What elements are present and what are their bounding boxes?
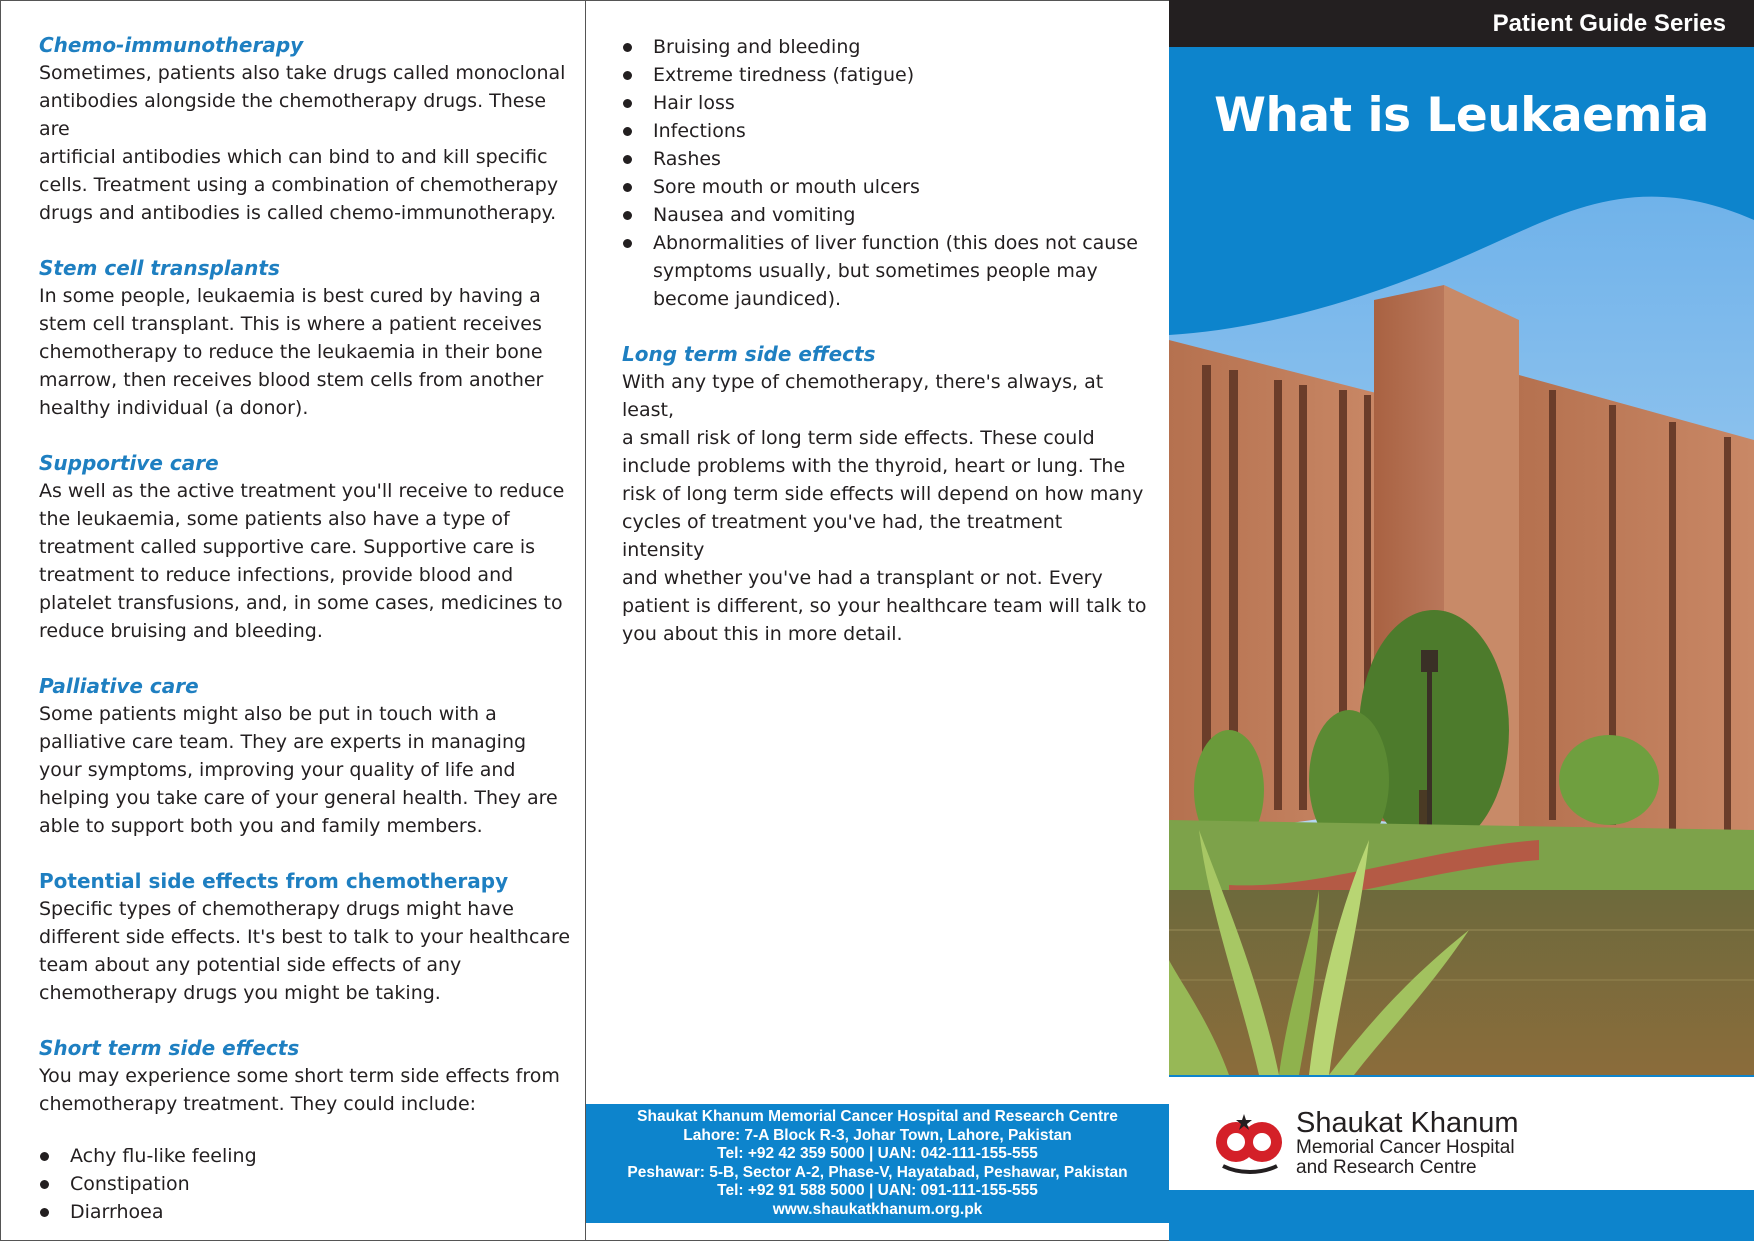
text-line: different side effects. It's best to talk to your healthcare bbox=[39, 926, 571, 948]
section-heading: Palliative care bbox=[39, 674, 199, 698]
series-bar bbox=[1169, 0, 1754, 47]
section-heading: Long term side effects bbox=[622, 342, 876, 366]
section-body bbox=[39, 895, 571, 1007]
section-supportive-care bbox=[39, 449, 571, 645]
section-heading: Supportive care bbox=[39, 451, 219, 475]
hospital-building-photo bbox=[1169, 190, 1754, 1075]
text-line: platelet transfusions, and, in some cases, medicines to bbox=[39, 592, 563, 614]
logo-text bbox=[1296, 1108, 1518, 1178]
section-body bbox=[39, 59, 571, 227]
text-line: treatment called supportive care. Supportive care is bbox=[39, 536, 535, 558]
list-item bbox=[622, 61, 1149, 89]
text-line: you about this in more detail. bbox=[622, 623, 903, 645]
list-item bbox=[622, 117, 1149, 145]
list-item bbox=[622, 145, 1149, 173]
section-body bbox=[622, 368, 1149, 648]
text-line: risk of long term side effects will depend on how many bbox=[622, 483, 1144, 505]
text-line: chemotherapy to reduce the leukaemia in their bone bbox=[39, 341, 543, 363]
text-line: artificial antibodies which can bind to and kill specific bbox=[39, 146, 548, 168]
text-line: In some people, leukaemia is best cured by having a bbox=[39, 285, 541, 307]
section-stem-cell-transplants bbox=[39, 254, 571, 422]
list-item bbox=[622, 89, 1149, 117]
logo-line-2: Memorial Cancer Hospital bbox=[1296, 1137, 1515, 1158]
section-heading: Chemo-immunotherapy bbox=[39, 33, 304, 57]
section-long-term-side-effects bbox=[622, 340, 1149, 648]
section-chemo-immunotherapy bbox=[39, 31, 571, 227]
text-line: Sore mouth or mouth ulcers bbox=[653, 176, 920, 198]
text-line: Infections bbox=[653, 120, 746, 142]
section-potential-side-effects bbox=[39, 867, 571, 1007]
logo-strip bbox=[1169, 1098, 1754, 1190]
middle-content bbox=[622, 33, 1149, 675]
text-line: patient is different, so your healthcare team will talk to bbox=[622, 595, 1147, 617]
text-line: Some patients might also be put in touch with a bbox=[39, 703, 497, 725]
cover-panel bbox=[1169, 0, 1754, 1241]
list-item: Constipation bbox=[39, 1170, 571, 1198]
peshawar-address: Peshawar: 5-B, Sector A-2, Phase-V, Hayatabad, Peshawar, Pakistan bbox=[627, 1163, 1128, 1181]
section-body bbox=[39, 282, 571, 422]
text-line: palliative care team. They are experts in managing bbox=[39, 731, 527, 753]
lahore-phone: Tel: +92 42 359 5000 | UAN: 042-111-155-555 bbox=[717, 1145, 1038, 1163]
text-line: You may experience some short term side effects from bbox=[39, 1065, 560, 1087]
text-line: chemotherapy treatment. They could include: bbox=[39, 1093, 477, 1115]
left-panel bbox=[0, 0, 585, 1241]
text-line: Abnormalities of liver function (this does not cause bbox=[653, 232, 1138, 254]
text-line: Specific types of chemotherapy drugs might have bbox=[39, 898, 514, 920]
list-item: Achy flu-like feeling bbox=[39, 1142, 571, 1170]
bottom-band bbox=[1169, 1190, 1754, 1241]
text-line: Rashes bbox=[653, 148, 721, 170]
list-item: Diarrhoea bbox=[39, 1198, 571, 1226]
section-heading: Short term side effects bbox=[39, 1036, 300, 1060]
short-term-effects-list-continued bbox=[622, 33, 1149, 313]
text-line: symptoms usually, but sometimes people may bbox=[653, 260, 1098, 282]
text-line: a small risk of long term side effects. These could bbox=[622, 427, 1095, 449]
text-line: cycles of treatment you've had, the treatment intensity bbox=[622, 511, 1063, 561]
section-heading: Stem cell transplants bbox=[39, 256, 280, 280]
text-line: Sometimes, patients also take drugs called monoclonal bbox=[39, 62, 566, 84]
text-line: Extreme tiredness (fatigue) bbox=[653, 64, 915, 86]
logo-line-1: Shaukat Khanum bbox=[1296, 1107, 1519, 1139]
section-palliative-care bbox=[39, 672, 571, 840]
left-content bbox=[39, 31, 571, 1226]
series-title: Patient Guide Series bbox=[1492, 10, 1726, 37]
text-line: team about any potential side effects of any bbox=[39, 954, 462, 976]
cover-title: What is Leukaemia bbox=[1214, 88, 1709, 143]
middle-panel bbox=[585, 0, 1169, 1241]
hospital-name: Shaukat Khanum Memorial Cancer Hospital and Research Centre bbox=[637, 1108, 1118, 1125]
peshawar-phone: Tel: +92 91 588 5000 | UAN: 091-111-155-555 bbox=[717, 1182, 1038, 1200]
text-line: marrow, then receives blood stem cells from another bbox=[39, 369, 544, 391]
section-body bbox=[39, 700, 571, 840]
text-line: stem cell transplant. This is where a patient receives bbox=[39, 313, 542, 335]
text-line: helping you take care of your general health. They are bbox=[39, 787, 558, 809]
section-heading: Potential side effects from chemotherapy bbox=[39, 869, 509, 893]
hospital-logo-icon bbox=[1211, 1110, 1289, 1178]
text-line: Hair loss bbox=[653, 92, 735, 114]
text-line: chemotherapy drugs you might be taking. bbox=[39, 982, 441, 1004]
section-body bbox=[39, 1062, 571, 1118]
lahore-address: Lahore: 7-A Block R-3, Johar Town, Lahore, Pakistan bbox=[683, 1126, 1072, 1144]
text-line: your symptoms, improving your quality of life and bbox=[39, 759, 516, 781]
list-item bbox=[622, 173, 1149, 201]
text-line: healthy individual (a donor). bbox=[39, 397, 309, 419]
text-line: include problems with the thyroid, heart or lung. The bbox=[622, 455, 1126, 477]
list-item bbox=[622, 201, 1149, 229]
text-line: become jaundiced). bbox=[653, 288, 842, 310]
text-line: antibodies alongside the chemotherapy drugs. These are bbox=[39, 90, 547, 140]
logo-line-3: and Research Centre bbox=[1296, 1157, 1477, 1178]
hospital-building-illustration bbox=[1169, 190, 1754, 1075]
list-item bbox=[622, 33, 1149, 61]
website-link[interactable]: www.shaukatkhanum.org.pk bbox=[772, 1200, 983, 1218]
text-line: Nausea and vomiting bbox=[653, 204, 856, 226]
text-line: Bruising and bleeding bbox=[653, 36, 861, 58]
short-term-effects-list bbox=[39, 1142, 571, 1226]
contact-info-block bbox=[586, 1104, 1169, 1223]
text-line: and whether you've had a transplant or not. Every bbox=[622, 567, 1103, 589]
text-line: treatment to reduce infections, provide blood and bbox=[39, 564, 514, 586]
list-item bbox=[622, 229, 1149, 313]
text-line: reduce bruising and bleeding. bbox=[39, 620, 323, 642]
text-line: drugs and antibodies is called chemo-immunotherapy. bbox=[39, 202, 557, 224]
text-line: cells. Treatment using a combination of chemotherapy bbox=[39, 174, 559, 196]
text-line: As well as the active treatment you'll receive to reduce bbox=[39, 480, 565, 502]
text-line: With any type of chemotherapy, there's always, at least, bbox=[622, 371, 1104, 421]
text-line: the leukaemia, some patients also have a type of bbox=[39, 508, 510, 530]
section-short-term-side-effects bbox=[39, 1034, 571, 1118]
section-body bbox=[39, 477, 571, 645]
text-line: able to support both you and family members. bbox=[39, 815, 483, 837]
